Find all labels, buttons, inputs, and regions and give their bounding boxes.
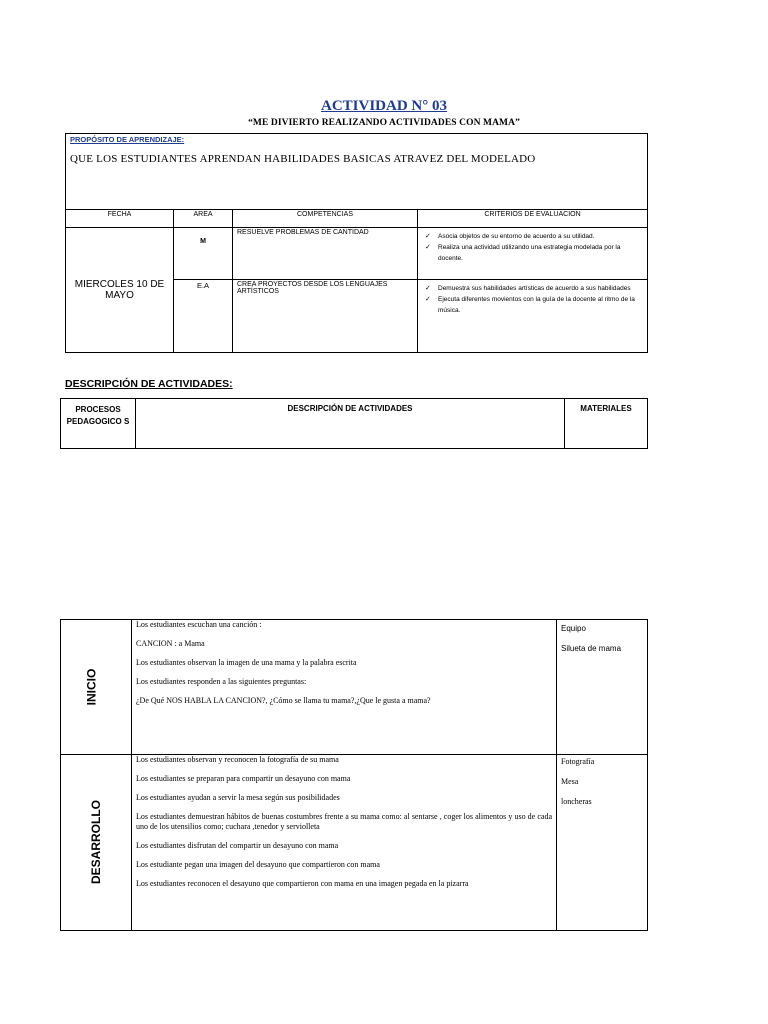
material-item: Equipo: [561, 624, 586, 633]
activity-line: Los estudiantes disfrutan del compartir un desayuno con mama: [136, 841, 339, 850]
header-procesos: PROCESOS PEDAGOGICO S: [61, 399, 136, 449]
page-title: ACTIVIDAD N° 03: [320, 98, 447, 114]
fecha-cell: MIERCOLES 10 DE MAYO: [66, 228, 174, 353]
activities-header-table: [60, 398, 648, 449]
activity-line: Los estudiantes escuchan una canción :: [136, 620, 262, 629]
inicio-materials: [557, 620, 648, 755]
area-cell: E.A: [174, 280, 233, 353]
criterios-list: [418, 280, 647, 316]
section-title: DESCRIPCIÓN DE ACTIVIDADES:: [65, 378, 233, 390]
competencia-cell: CREA PROYECTOS DESDE LOS LENGUAJES ARTÍSTICOS: [233, 280, 418, 353]
activities-table: [60, 619, 648, 931]
proposito-cell: [66, 134, 648, 210]
material-item: Mesa: [561, 777, 579, 786]
desarrollo-materials: [557, 755, 648, 931]
activity-line: Los estudiantes responden a las siguientes preguntas:: [136, 677, 307, 686]
header-criterios: CRITERIOS DE EVALUACION: [418, 210, 648, 228]
activity-line: CANCION : a Mama: [136, 639, 205, 648]
activity-line: Los estudiantes reconocen el desayuno que compartieron con mama en una imagen pegada en la pizarra: [136, 879, 469, 888]
criterio-item: ✓ Asocia objetos de su entorno de acuerdo a su utilidad.: [438, 231, 645, 242]
area-cell: M: [174, 228, 233, 280]
header-descripcion: DESCRIPCIÓN DE ACTIVIDADES: [136, 399, 565, 449]
header-materiales: MATERIALES: [565, 399, 648, 449]
criterio-item: ✓ Ejecuta diferentes movientos con la guía de la docente al ritmo de la música.: [438, 294, 645, 316]
inicio-description: [132, 620, 557, 755]
material-item: Fotografía: [561, 757, 595, 766]
activity-line: ¿De Qué NOS HABLA LA CANCION?, ¿Cómo se llama tu mama?,¿Que le gusta a mama?: [136, 696, 431, 705]
activity-line: Los estudiante pegan una imagen del desayuno que compartieron con mama: [136, 860, 380, 869]
header-fecha: FECHA: [66, 210, 174, 228]
activity-line: Los estudiantes ayudan a servir la mesa según sus posibilidades: [136, 793, 340, 802]
criterio-item: ✓ Demuestra sus habilidades artísticas de acuerdo a sus habilidades: [438, 283, 645, 294]
activity-line: Los estudiantes observan y reconocen la fotografía de su mama: [136, 755, 339, 764]
material-item: Silueta de mama: [561, 644, 622, 653]
proposito-text: QUE LOS ESTUDIANTES APRENDAN HABILIDADES BASICAS ATRAVEZ DEL MODELADO: [70, 153, 536, 165]
header-area: AREA: [174, 210, 233, 228]
criterios-cell: [418, 280, 648, 353]
criterio-item: ✓ Realiza una actividad utilizando una estrategia modelada por la docente.: [438, 242, 645, 264]
activity-line: Los estudiantes se preparan para compartir un desayuno con mama: [136, 774, 351, 783]
criterios-cell: [418, 228, 648, 280]
material-item: loncheras: [561, 797, 592, 806]
header-competencias: COMPETENCIAS: [233, 210, 418, 228]
activity-line: Los estudiantes observan la imagen de una mama y la palabra escrita: [136, 658, 357, 667]
phase-desarrollo: [61, 755, 132, 931]
page-subtitle: “ME DIVIERTO REALIZANDO ACTIVIDADES CON MAMA”: [248, 118, 520, 128]
competencia-cell: RESUELVE PROBLEMAS DE CANTIDAD: [233, 228, 418, 280]
plan-table: [65, 133, 648, 353]
proposito-label: PROPÓSITO DE APRENDIZAJE:: [70, 135, 185, 144]
phase-label: DESARROLLO: [89, 800, 103, 884]
criterios-list: [418, 228, 647, 264]
phase-inicio: [61, 620, 132, 755]
activity-line: Los estudiantes demuestran hábitos de buenas costumbres frente a su mama como: al sentarse , coger los alimentos y uso de cada uno de los utensilios como; cuchara ,tenedor y serviolleta: [136, 812, 552, 831]
desarrollo-description: [132, 755, 557, 931]
phase-label: INICIO: [84, 668, 99, 706]
